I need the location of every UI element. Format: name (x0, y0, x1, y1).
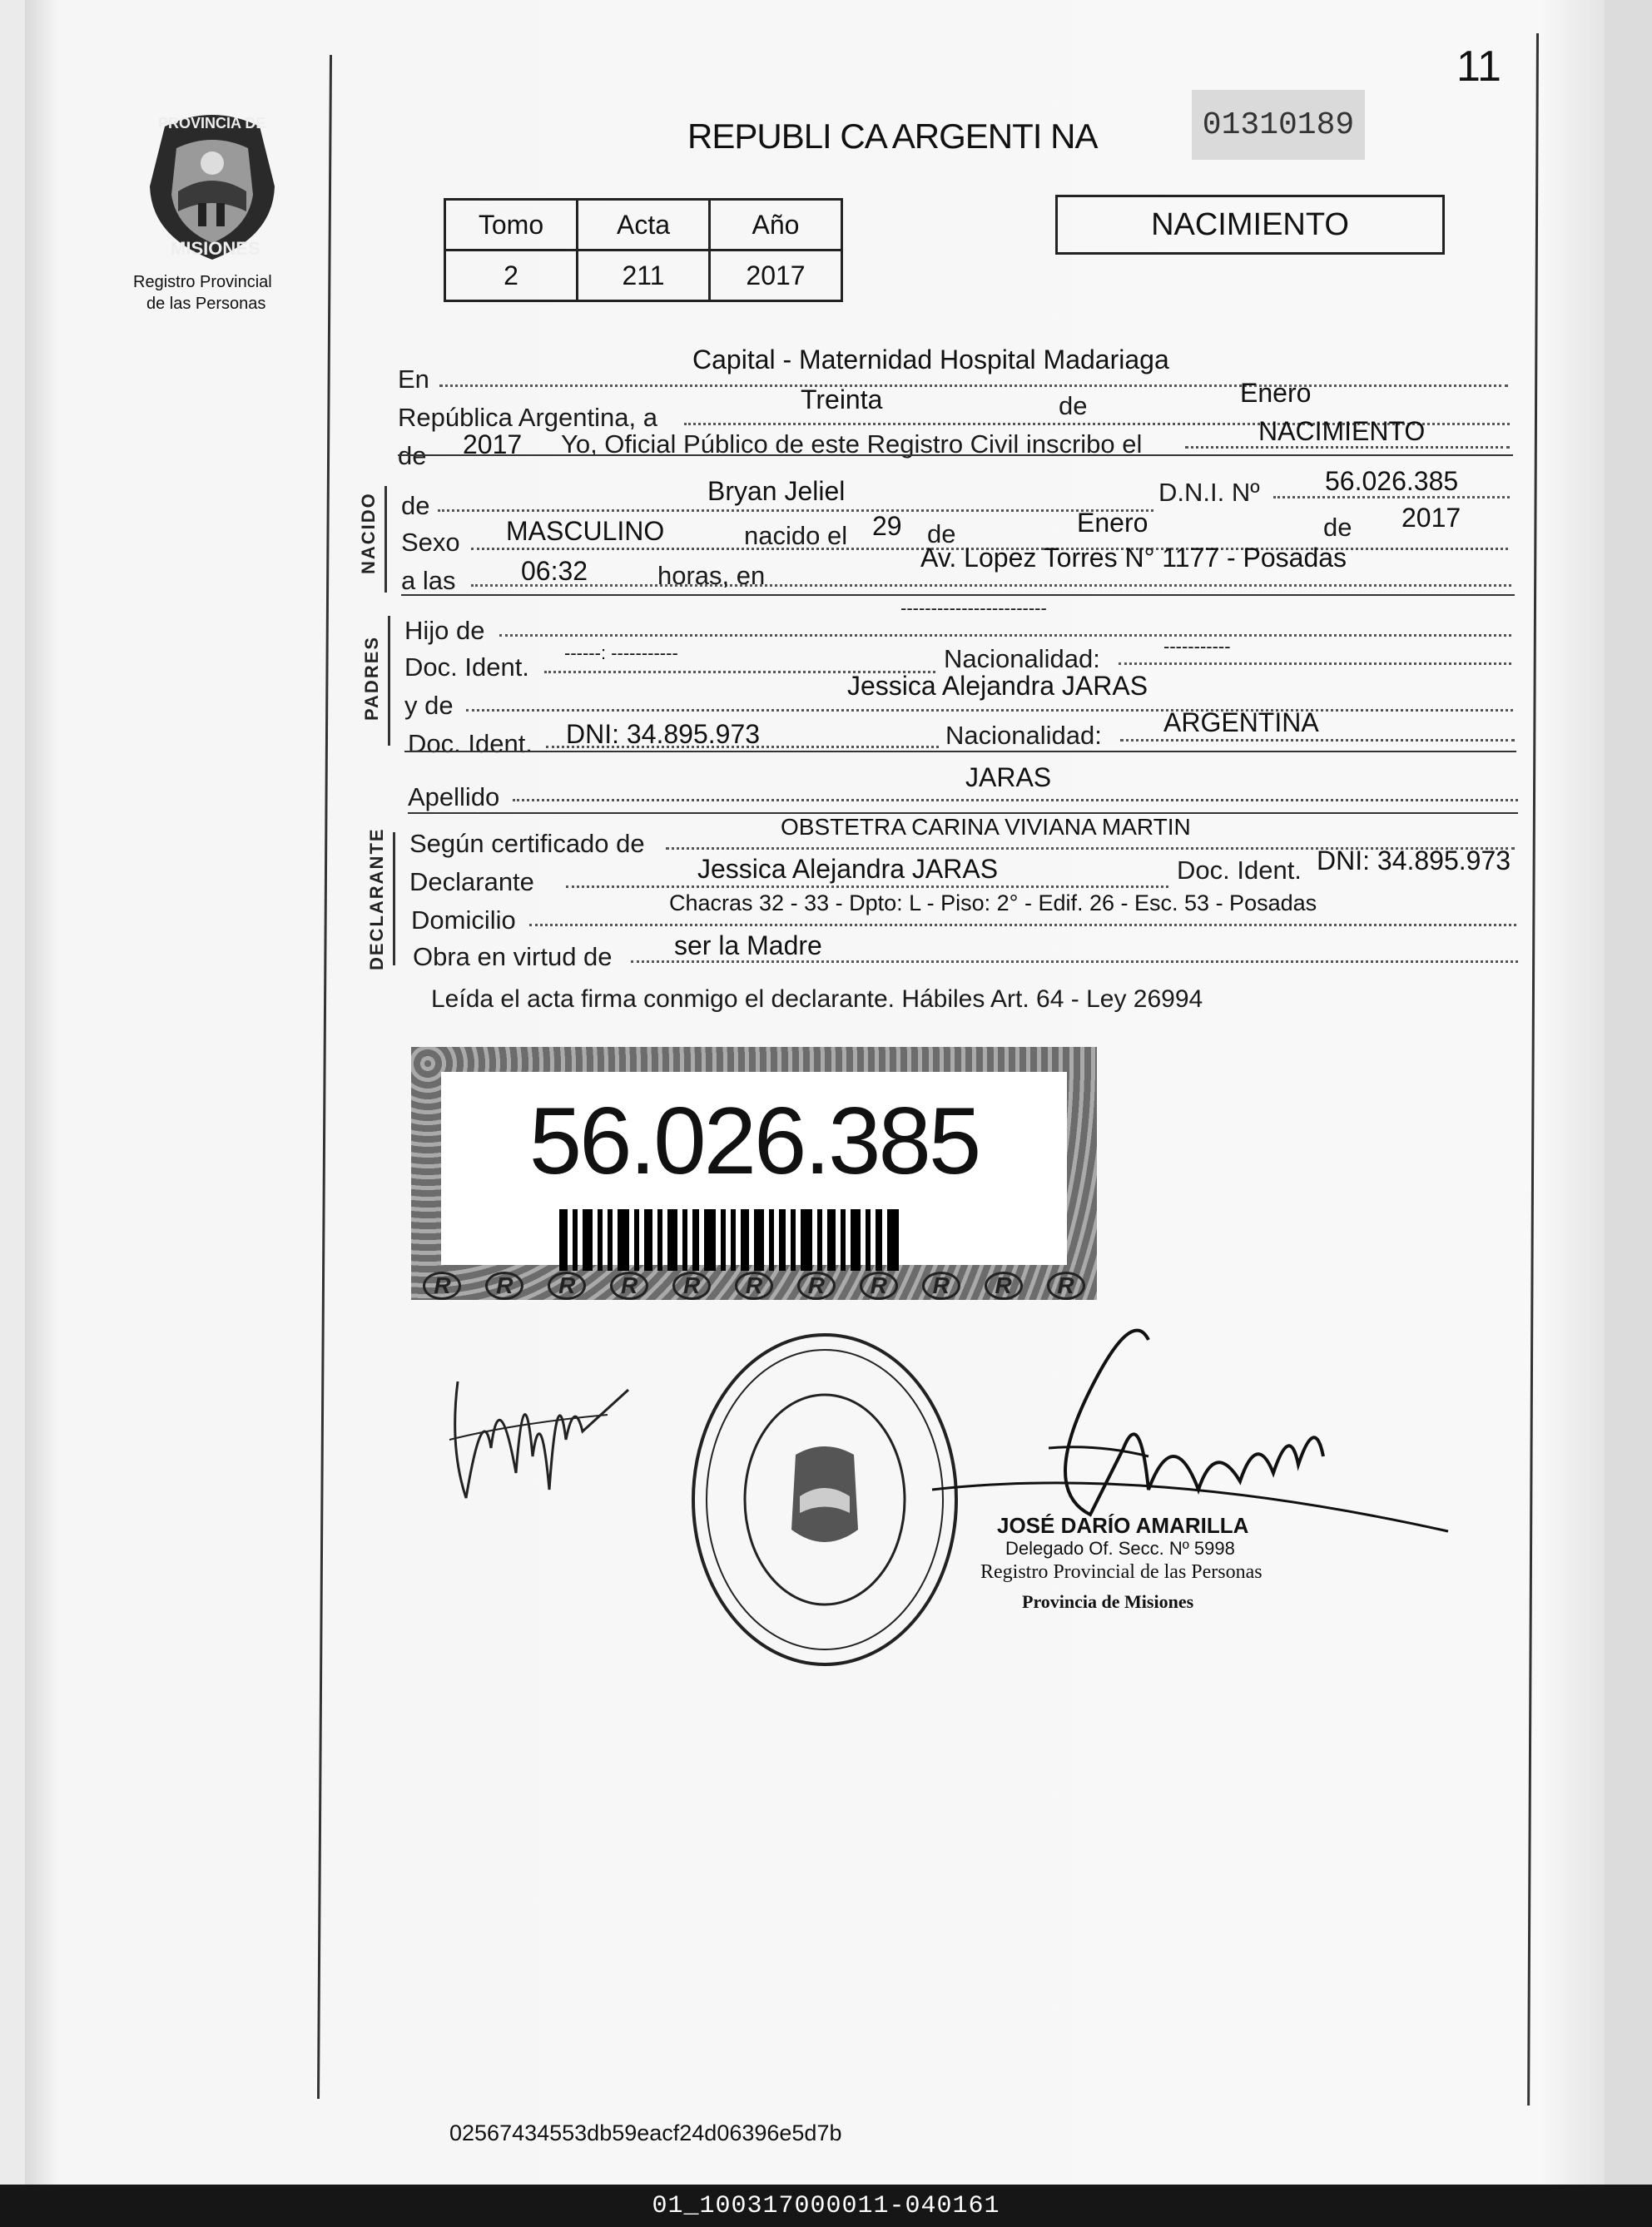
official-line3: Provincia de Misiones (1022, 1591, 1194, 1612)
dni-sticker-number: 56.026.385 (528, 1089, 980, 1194)
birth-day-value: 29 (872, 511, 902, 541)
de-label-3: de (1323, 513, 1352, 542)
de-label: de (1059, 391, 1088, 420)
dot-leader (439, 384, 1508, 387)
oficial-text: Yo, Oficial Público de este Registro Civil inscribo el (561, 429, 1143, 459)
pattern-letter: R (672, 1272, 711, 1300)
day-value: Treinta (801, 384, 883, 414)
pattern-letter: R (860, 1272, 898, 1300)
mother-value: Jessica Alejandra JARAS (847, 671, 1148, 701)
dot-leader (566, 885, 1168, 888)
seal-text-top: PROVINCIA DE (158, 115, 266, 131)
apellido-value: JARAS (965, 762, 1052, 792)
mother-nac-value: ARGENTINA (1163, 707, 1319, 737)
father-value: ------------------------ (900, 598, 1047, 618)
place-value: Av. Lopez Torres N° 1177 - Posadas (920, 543, 1347, 573)
value-ano: 2017 (710, 250, 842, 301)
pattern-letter: R (985, 1272, 1023, 1300)
name-value: Bryan Jeliel (707, 476, 846, 506)
country-title: REPUBLI CA ARGENTI NA (687, 117, 1098, 156)
registry-table (444, 198, 843, 302)
section-rule (401, 594, 1515, 596)
padres-label: PADRES (361, 635, 382, 721)
republica-label: República Argentina, a (398, 403, 657, 432)
declarante-label-field: Declarante (409, 867, 534, 896)
section-bar (384, 486, 387, 593)
doc-ident-label-2: Doc. Ident. (408, 729, 533, 758)
scan-footer-id: 01_100317000011-040161 (0, 2185, 1652, 2227)
nacido-el-label: nacido el (744, 521, 848, 550)
time-value: 06:32 (521, 556, 588, 586)
section-bar (393, 832, 395, 965)
birth-month-value: Enero (1077, 508, 1148, 538)
header-ano: Año (710, 200, 842, 250)
dni-sticker (411, 1047, 1097, 1300)
dot-leader (513, 799, 1518, 801)
pattern-letter: R (548, 1272, 586, 1300)
decl-doc-value: DNI: 34.895.973 (1317, 846, 1511, 875)
header-acta: Acta (578, 200, 710, 250)
apellido-label: Apellido (408, 782, 500, 811)
sticker-pattern-row (411, 1272, 1097, 1300)
de-label-2: de (927, 519, 956, 548)
pattern-letter: R (423, 1272, 461, 1300)
serial-number: 01310189 (1192, 90, 1365, 160)
obra-value: ser la Madre (674, 930, 822, 960)
dot-leader (499, 634, 1511, 637)
value-tomo: 2 (445, 250, 578, 301)
obra-label: Obra en virtud de (413, 942, 613, 971)
declarant-signature-icon (441, 1348, 633, 1515)
dot-leader (471, 584, 1511, 587)
logo-caption-1: Registro Provincial (133, 273, 272, 291)
father-nac-value: ----------- (1163, 636, 1231, 657)
section-rule (398, 454, 1513, 456)
page-number: 11 (1456, 42, 1501, 91)
header-tomo: Tomo (445, 200, 578, 250)
dot-leader (1119, 662, 1511, 665)
mother-doc-value: DNI: 34.895.973 (566, 719, 761, 749)
domicilio-value: Chacras 32 - 33 - Dpto: L - Piso: 2° - Edif. 26 - Esc. 53 - Posadas (669, 890, 1317, 915)
inscribe-value: NACIMIENTO (1258, 416, 1426, 446)
hijo-de-label: Hijo de (404, 616, 485, 645)
seal-text-bottom: MISIONES (171, 238, 260, 259)
nacionalidad-label-2: Nacionalidad: (945, 721, 1102, 750)
nacionalidad-label: Nacionalidad: (944, 644, 1100, 673)
official-line2: Registro Provincial de las Personas (980, 1561, 1263, 1583)
a-las-label: a las (401, 566, 456, 595)
dot-leader (529, 924, 1516, 926)
declarante-value: Jessica Alejandra JARAS (697, 854, 999, 884)
official-line1: Delegado Of. Secc. Nº 5998 (1005, 1538, 1235, 1559)
dot-leader (438, 509, 1153, 512)
dot-leader (1120, 739, 1515, 742)
birth-year-value: 2017 (1401, 503, 1461, 533)
sexo-value: MASCULINO (506, 516, 665, 546)
pattern-letter: R (922, 1272, 960, 1300)
section-rule (404, 751, 1516, 752)
nacido-label: NACIDO (358, 492, 379, 574)
logo-caption-2: de las Personas (146, 295, 266, 313)
certificado-label: Según certificado de (409, 829, 645, 858)
year-value: 2017 (463, 429, 523, 459)
domicilio-label: Domicilio (411, 905, 516, 935)
official-name: JOSÉ DARÍO AMARILLA (997, 1513, 1249, 1538)
doc-ident-label: Doc. Ident. (404, 652, 529, 682)
pattern-letter: R (485, 1272, 523, 1300)
month-value: Enero (1240, 378, 1312, 408)
barcode-icon (559, 1209, 950, 1271)
acta-type-box: NACIMIENTO (1055, 195, 1445, 255)
dot-leader (466, 709, 1513, 712)
table-row (445, 250, 842, 301)
dni-sticker-label (441, 1072, 1067, 1265)
pattern-letter: R (1047, 1272, 1085, 1300)
en-value: Capital - Maternidad Hospital Madariaga (692, 345, 1169, 374)
pattern-letter: R (735, 1272, 773, 1300)
de-label-nacido: de (401, 491, 430, 520)
de2-label: de (398, 441, 427, 470)
pattern-letter: R (797, 1272, 836, 1300)
scanner-edge (1605, 0, 1652, 2185)
pattern-letter: R (610, 1272, 648, 1300)
y-de-label: y de (404, 691, 454, 720)
father-doc-value: ------: ----------- (564, 642, 678, 663)
dni-label: D.N.I. Nº (1158, 478, 1260, 507)
closing-text: Leída el acta firma conmigo el declarante. Hábiles Art. 64 - Ley 26994 (431, 985, 1203, 1013)
declarante-label: DECLARANTE (366, 827, 387, 970)
section-bar (388, 616, 390, 746)
document-hash: 02567434553db59eacf24d06396e5d7b (449, 2120, 842, 2145)
value-acta: 211 (578, 250, 710, 301)
table-row (445, 200, 842, 250)
certificado-value: OBSTETRA CARINA VIVIANA MARTIN (781, 814, 1191, 840)
sexo-label: Sexo (401, 528, 460, 557)
decl-doc-label: Doc. Ident. (1177, 856, 1302, 885)
en-label: En (398, 365, 429, 394)
dni-value: 56.026.385 (1325, 466, 1459, 496)
horas-en-label: horas, en (657, 561, 766, 590)
